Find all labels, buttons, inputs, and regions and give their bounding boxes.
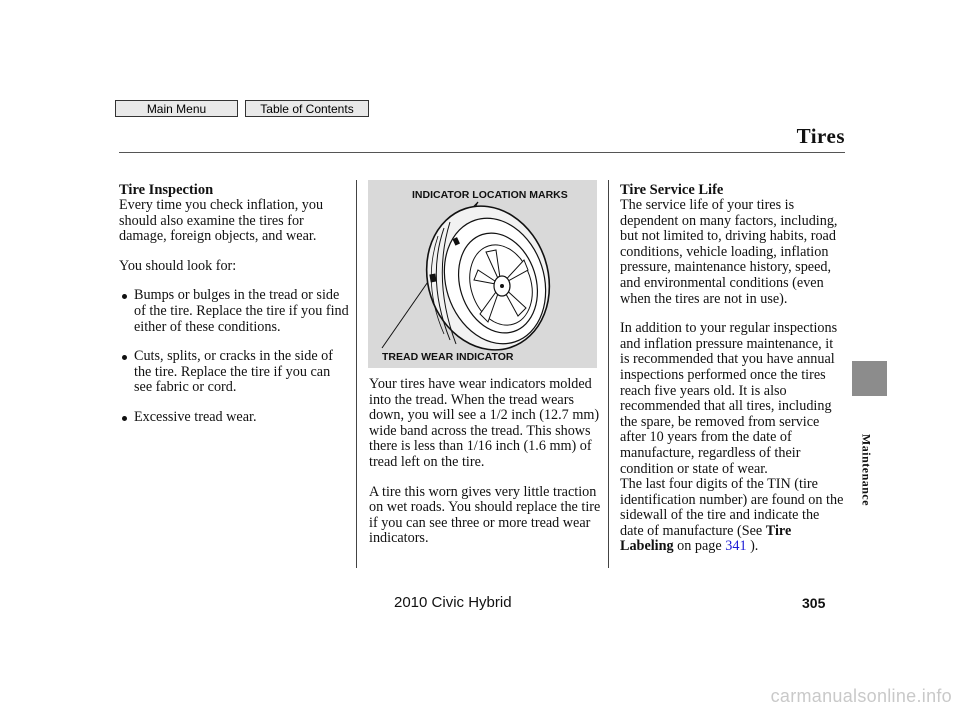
tin-text-end: ). (746, 538, 759, 555)
list-item: Bumps or bulges in the tread or side of the tire. Replace the tire if you find either of these conditions. (119, 288, 351, 335)
list-item: Cuts, splits, or cracks in the side of the tire. Replace the tire if you can see fabric or cord. (119, 349, 351, 396)
tin-text: The last four digits of the TIN (tire identification number) are found on the sidewall of the tire and indicate the date of manufacture (See (620, 476, 844, 539)
on-page-text: on page (673, 538, 726, 555)
inspection-bullet-list (119, 288, 351, 425)
tire-inspection-intro: Every time you check inflation, you should also examine the tires for damage, foreign objects, and wear. (119, 197, 324, 245)
main-menu-button[interactable]: Main Menu (115, 100, 238, 117)
wear-indicators-paragraph: Your tires have wear indicators molded into the tread. When the tread wears down, you will see a 1/2 inch (12.7 mm) wide band across the tread. This shows there is less than 1/16 inch (1.6 mm) of tread left on the tire. (369, 376, 600, 470)
list-item: Excessive tread wear. (119, 410, 351, 426)
column-divider-right (608, 180, 609, 568)
title-divider (119, 152, 845, 153)
look-for-text: You should look for: (119, 257, 237, 274)
tin-paragraph (620, 477, 845, 555)
table-of-contents-button[interactable]: Table of Contents (245, 100, 369, 117)
column-divider-left (356, 180, 357, 568)
page-number: 305 (802, 595, 826, 611)
tire-inspection-section (119, 183, 351, 426)
annual-inspection-paragraph: In addition to your regular inspections and inflation pressure maintenance, it is recommended that you have annual inspections performed once the tires reach five years old. It is also recommended that all tires, including the spare, be removed from service after 10 years from the date of manufacture, regardless of their condition or state of wear. (620, 320, 838, 477)
tire-service-life-heading: Tire Service Life (620, 182, 724, 198)
service-life-paragraph: The service life of your tires is dependent on many factors, including, but not limited to, driving habits, road conditions, vehicle loading, inflation pressure, maintenance history, speed, and environmental conditions (even when the tires are not in use). (620, 197, 838, 307)
tread-wear-indicator-label: TREAD WEAR INDICATOR (382, 351, 514, 363)
page-title: Tires (796, 124, 845, 148)
tire-inspection-heading: Tire Inspection (119, 182, 214, 198)
section-tab-marker (852, 361, 887, 396)
tire-service-life-section (620, 183, 845, 555)
page-341-link[interactable]: 341 (725, 538, 747, 555)
indicator-location-marks-label: INDICATOR LOCATION MARKS (412, 189, 568, 201)
worn-tire-paragraph: A tire this worn gives very little traction on wet roads. You should replace the tire if you can see three or more tread wear indicators. (369, 483, 601, 547)
model-footer: 2010 Civic Hybrid (394, 594, 512, 611)
wear-indicators-section (369, 377, 601, 547)
tire-drawing (368, 180, 597, 368)
watermark: carmanualsonline.info (770, 686, 952, 706)
tire-labeling-reference: Tire Labeling (620, 522, 792, 555)
tire-illustration (368, 180, 597, 368)
section-side-label: Maintenance (859, 433, 874, 507)
